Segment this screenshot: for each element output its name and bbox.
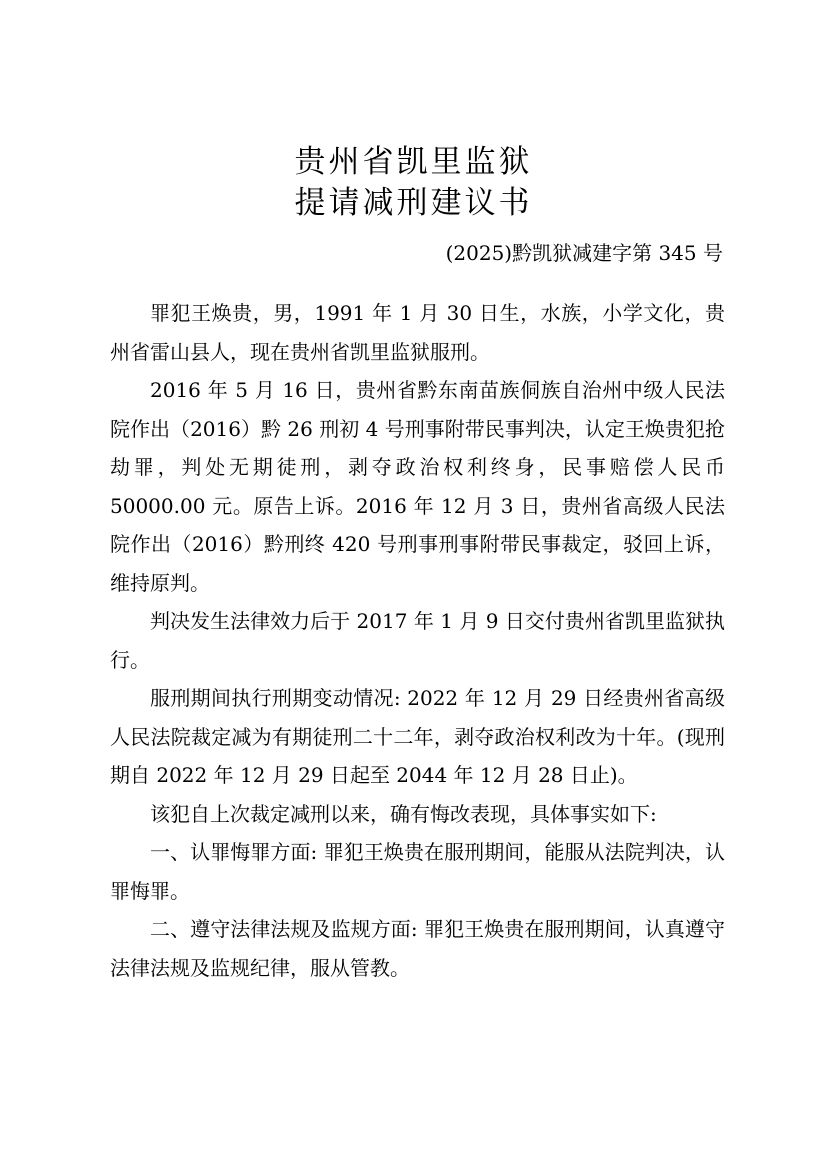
paragraph-repentance-intro: 该犯自上次裁定减刑以来，确有悔改表现，具体事实如下: — [150, 801, 657, 826]
paragraph-sentence-changes: 服刑期间执行刑期变动情况: 2022 年 12 月 29 日经贵州省高级人民法院裁定减为有期徒刑二十二年，剥夺政治权利改为十年。(现刑期自 2022 年 12 月 29 日起至 2044 年 12 月 28 日止)。 — [110, 686, 725, 787]
document-title-line1: 贵州省凯里监狱 — [294, 144, 533, 180]
paragraph-judgment-history: 2016 年 5 月 16 日，贵州省黔东南苗族侗族自治州中级人民法院作出（2016）黔 26 刑初 4 号刑事附带民事判决，认定王焕贵犯抢劫罪，判处无期徒刑，剥夺政治权利终身，民事赔偿人民币 50000.00 元。原告上诉。2016 年 12 月 3 日，贵州省高级人民法院作出（2016）黔刑终 420 号刑事刑事附带民事裁定，驳回上诉，维持原判。 — [110, 378, 725, 595]
document-title-line2: 提请减刑建议书 — [294, 185, 533, 221]
paragraph-admit-guilt: 一、认罪悔罪方面: 罪犯王焕贵在服刑期间，能服从法院判决，认罪悔罪。 — [110, 840, 725, 903]
paragraph-obey-rules: 二、遵守法律法规及监规方面: 罪犯王焕贵在服刑期间，认真遵守法律法规及监规纪律，服从管教。 — [110, 917, 725, 980]
paragraph-personal-info: 罪犯王焕贵，男，1991 年 1 月 30 日生，水族，小学文化，贵州省雷山县人，现在贵州省凯里监狱服刑。 — [110, 301, 725, 364]
paragraph-execution-date: 判决发生法律效力后于 2017 年 1 月 9 日交付贵州省凯里监狱执行。 — [110, 609, 725, 672]
document-body — [110, 294, 725, 987]
document-number: (2025)黔凯狱减建字第 345 号 — [445, 241, 723, 265]
